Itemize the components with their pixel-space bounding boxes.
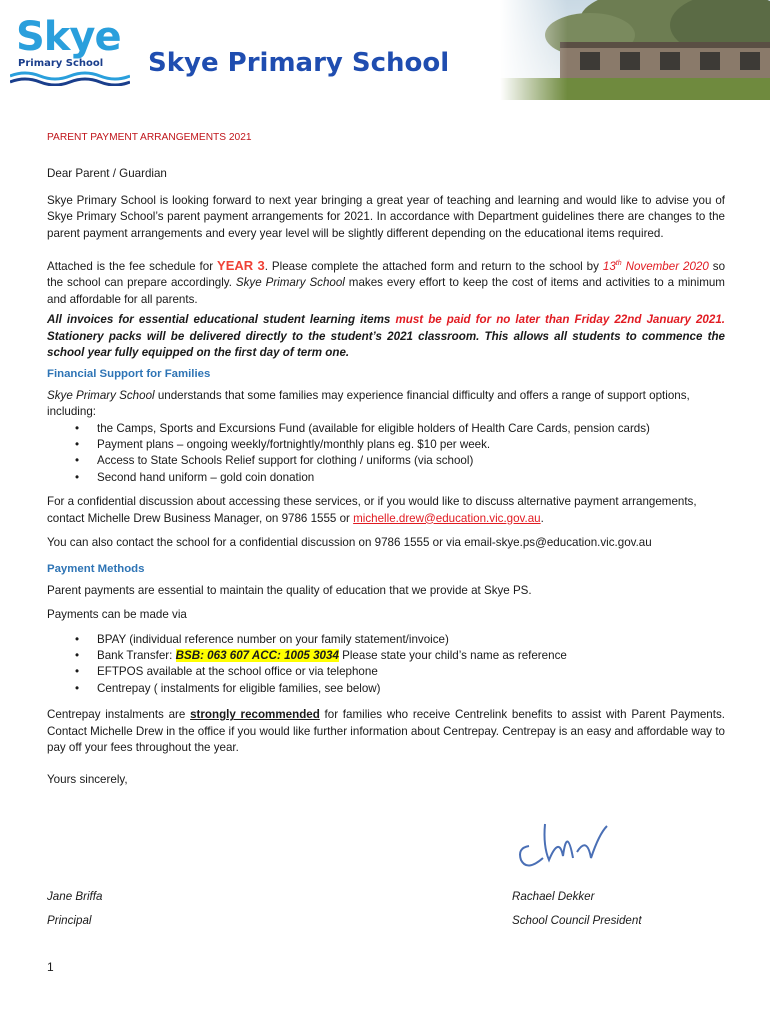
bullet-icon: • — [75, 437, 80, 451]
logo-word: Skye — [16, 14, 121, 60]
school-logo — [10, 14, 128, 78]
list-item: • Second hand uniform – gold coin donation — [97, 470, 725, 486]
bullet-icon: • — [75, 470, 80, 484]
principal-name: Jane Briffa — [47, 890, 103, 903]
president-name: Rachael Dekker — [512, 890, 595, 903]
payment-methods-list — [47, 632, 725, 698]
year-level: YEAR 3 — [217, 257, 265, 273]
bullet-icon: • — [75, 681, 80, 695]
list-item: • Centrepay ( instalments for eligible families, see below) — [97, 681, 725, 697]
email-link[interactable]: michelle.drew@education.vic.gov.au — [353, 511, 541, 525]
principal-signature — [47, 890, 102, 927]
bank-details: BSB: 063 607 ACC: 1005 3034 — [175, 649, 339, 663]
list-item: • Bank Transfer: BSB: 063 607 ACC: 1005 3034 Please state your child’s name as reference — [97, 648, 725, 664]
handwritten-signature — [515, 816, 625, 876]
principal-title: Principal — [47, 914, 92, 927]
intro-paragraph: Skye Primary School is looking forward to next year bringing a great year of teaching and learning and would like to advise you of Skye Primary School’s parent payment arrangements for 2021. In accordance with Department guidelines there are changes to the parent payment arrangements and every year level will be slightly different depending on the educational items required. — [47, 193, 725, 240]
bullet-icon: • — [75, 665, 80, 679]
fee-schedule-paragraph: Attached is the fee schedule for YEAR 3. Please complete the attached form and return to the school by 13th November 2020 so the school can prepare accordingly. Skye Primary School makes every effort to keep the cost of items and activities to a minimum and affordable for all parents. — [47, 257, 726, 306]
page-number: 1 — [47, 960, 54, 974]
support-options-list — [47, 421, 725, 487]
list-item: • Access to State Schools Relief support for clothing / uniforms (via school) — [97, 453, 725, 469]
return-date: 13th November 2020 — [602, 259, 709, 273]
school-title: Skye Primary School — [148, 48, 450, 78]
invoice-paragraph: All invoices for essential educational student learning items must be paid for no later than Friday 22nd January 2021. Stationery packs will be delivered directly to the student’s 2021 classroom. This allows all students to commence the school year fully equipped on the first day of term one. — [47, 313, 726, 359]
logo-waves-icon — [10, 70, 130, 86]
list-item: • BPAY (individual reference number on your family statement/invoice) — [97, 632, 725, 648]
list-item: • the Camps, Sports and Excursions Fund (available for eligible holders of Health Care Cards, pension cards) — [97, 421, 725, 437]
salutation: Dear Parent / Guardian — [47, 167, 167, 181]
list-item: • Payment plans – ongoing weekly/fortnightly/monthly plans eg. $10 per week. — [97, 437, 725, 453]
payments-made-via: Payments can be made via — [47, 608, 187, 622]
financial-support-heading: Financial Support for Families — [47, 368, 211, 381]
letter-heading: PARENT PAYMENT ARRANGEMENTS 2021 — [47, 132, 252, 143]
school-contact-paragraph: You can also contact the school for a confidential discussion on 9786 1555 or via email-skye.ps@education.vic.gov.au — [47, 535, 652, 549]
bullet-icon: • — [75, 421, 80, 435]
bullet-icon: • — [75, 632, 80, 646]
payment-deadline: must be paid for no later than Friday 22nd January 2021. — [395, 313, 726, 327]
school-building-photo — [500, 0, 770, 100]
closing: Yours sincerely, — [47, 773, 128, 787]
letter-body — [47, 130, 725, 789]
confidential-paragraph: For a confidential discussion about accessing these services, or if you would like to discuss alternative payment arrangements, contact Michelle Drew Business Manager, on 9786 1555 or michelle.drew@education.vic.gov.au. — [47, 495, 697, 525]
payment-intro: Parent payments are essential to maintain the quality of education that we provide at Skye PS. — [47, 583, 532, 597]
president-title: School Council President — [512, 914, 642, 927]
bullet-icon: • — [75, 454, 80, 468]
payment-methods-heading: Payment Methods — [47, 563, 145, 576]
list-item: • EFTPOS available at the school office or via telephone — [97, 664, 725, 680]
centrepay-paragraph: Centrepay instalments are strongly recommended for families who receive Centrelink benefits to assist with Parent Payments. Contact Michelle Drew in the office if you would like further information about Centrepay. Centrepay is an easy and affordable way to pay off your fees throughout the year. — [47, 708, 725, 755]
logo-subtitle: Primary School — [18, 58, 104, 69]
financial-support-intro: Skye Primary School understands that some families may experience financial difficulty and offers a range of support options, including: — [47, 388, 690, 419]
letterhead — [0, 0, 770, 100]
council-president-signature — [512, 890, 642, 927]
bullet-icon: • — [75, 649, 80, 663]
